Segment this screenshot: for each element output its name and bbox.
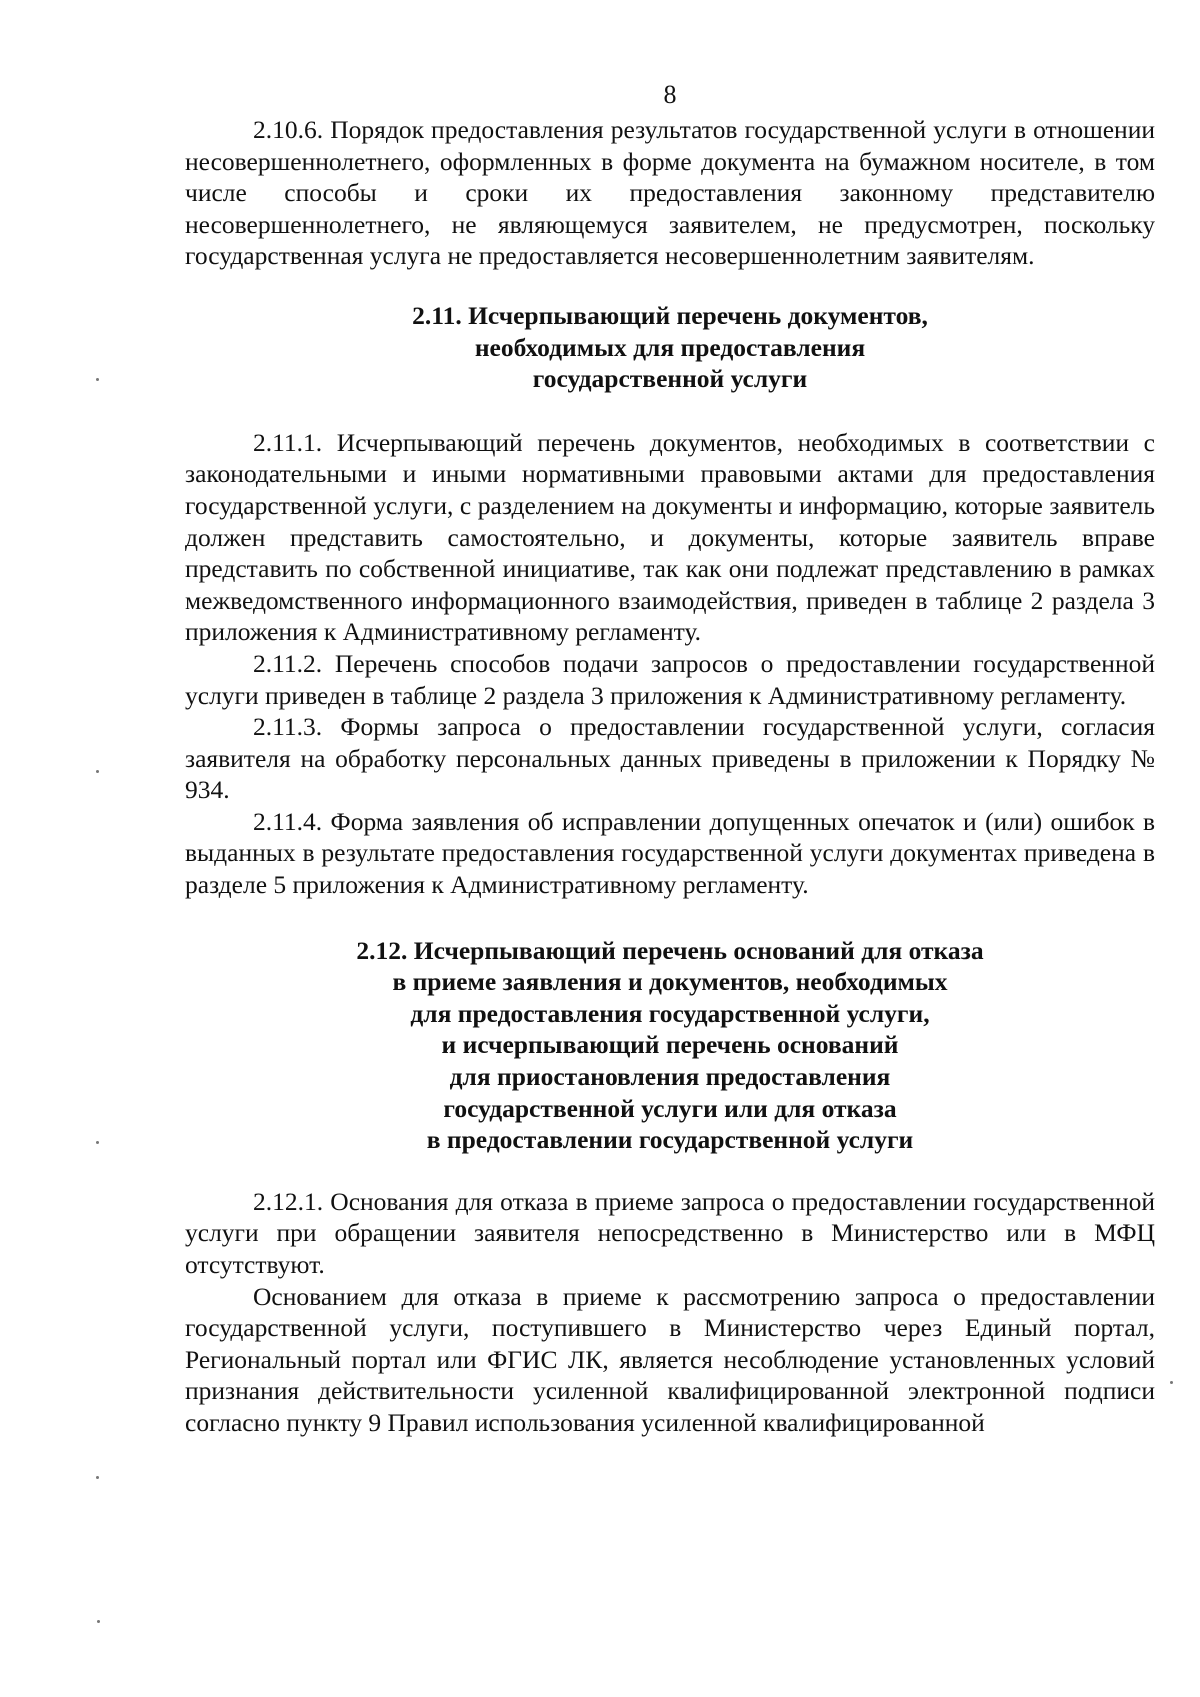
scan-speck	[1170, 1381, 1173, 1384]
scan-speck	[96, 378, 99, 381]
scan-speck	[97, 1620, 100, 1623]
heading-line: 2.12. Исчерпывающий перечень оснований для отказа	[356, 935, 984, 965]
scan-speck	[96, 770, 99, 773]
scan-speck	[96, 1141, 99, 1144]
heading-line: и исчерпывающий перечень оснований	[441, 1030, 899, 1060]
paragraph-2-12-1-continued: Основанием для отказа в приеме к рассмотрению запроса о предоставлении государственной услуги, поступившего в Министерство через Единый портал, Региональный портал или ФГИС ЛК, является несоблюдение установленных условий признания действительности усиленной квалифицированной электронной подписи согласно пункту 9 Правил использования усиленной квалифицированной	[185, 1281, 1155, 1437]
scan-speck	[96, 1476, 99, 1479]
heading-line: в предоставлении государственной услуги	[426, 1125, 914, 1155]
heading-line: государственной услуги или для отказа	[443, 1093, 897, 1123]
paragraph-2-11-1: 2.11.1. Исчерпывающий перечень документов, необходимых в соответствии с законодательными и иными нормативными правовыми актами для предоставления государственной услуги, с разделением на документы и информацию, которые заявитель должен представить самостоятельно, и документы, которые заявитель вправе представить по собственной инициативе, так как они подлежат представлению в рамках межведомственного информационного взаимодействия, приведен в таблице 2 раздела 3 приложения к Административному регламенту.	[185, 427, 1155, 647]
heading-line: для приостановления предоставления	[449, 1062, 891, 1092]
paragraph-2-11-2: 2.11.2. Перечень способов подачи запросов о предоставлении государственной услуги приведен в таблице 2 раздела 3 приложения к Административному регламенту.	[185, 648, 1155, 710]
paragraph-2-12-1: 2.12.1. Основания для отказа в приеме запроса о предоставлении государственной услуги при обращении заявителя непосредственно в Министерство или в МФЦ отсутствуют.	[185, 1186, 1155, 1279]
heading-2-12	[185, 935, 1155, 1156]
paragraph-2-10-6: 2.10.6. Порядок предоставления результатов государственной услуги в отношении несовершеннолетнего, оформленных в форме документа на бумажном носителе, в том числе способы и сроки их предоставления законному представителю несовершеннолетнего, не являющемуся заявителем, не предусмотрен, поскольку государственная услуга не предоставляется несовершеннолетним заявителям.	[185, 115, 1155, 271]
paragraph-2-11-4: 2.11.4. Форма заявления об исправлении допущенных опечаток и (или) ошибок в выданных в результате предоставления государственной услуги документах приведена в разделе 5 приложения к Административному регламенту.	[185, 806, 1155, 900]
document-page	[185, 78, 1155, 1439]
paragraph-2-11-3: 2.11.3. Формы запроса о предоставлении государственной услуги, согласия заявителя на обработку персональных данных приведены в приложении к Порядку № 934.	[185, 712, 1155, 805]
heading-2-11	[185, 300, 1155, 395]
page-number: 8	[663, 80, 677, 109]
heading-line: государственной услуги	[532, 364, 808, 394]
heading-line: для предоставления государственной услуги,	[410, 998, 930, 1028]
heading-line: 2.11. Исчерпывающий перечень документов,	[412, 300, 928, 330]
heading-line: в приеме заявления и документов, необходимых	[392, 967, 948, 997]
heading-line: необходимых для предоставления	[474, 332, 866, 362]
